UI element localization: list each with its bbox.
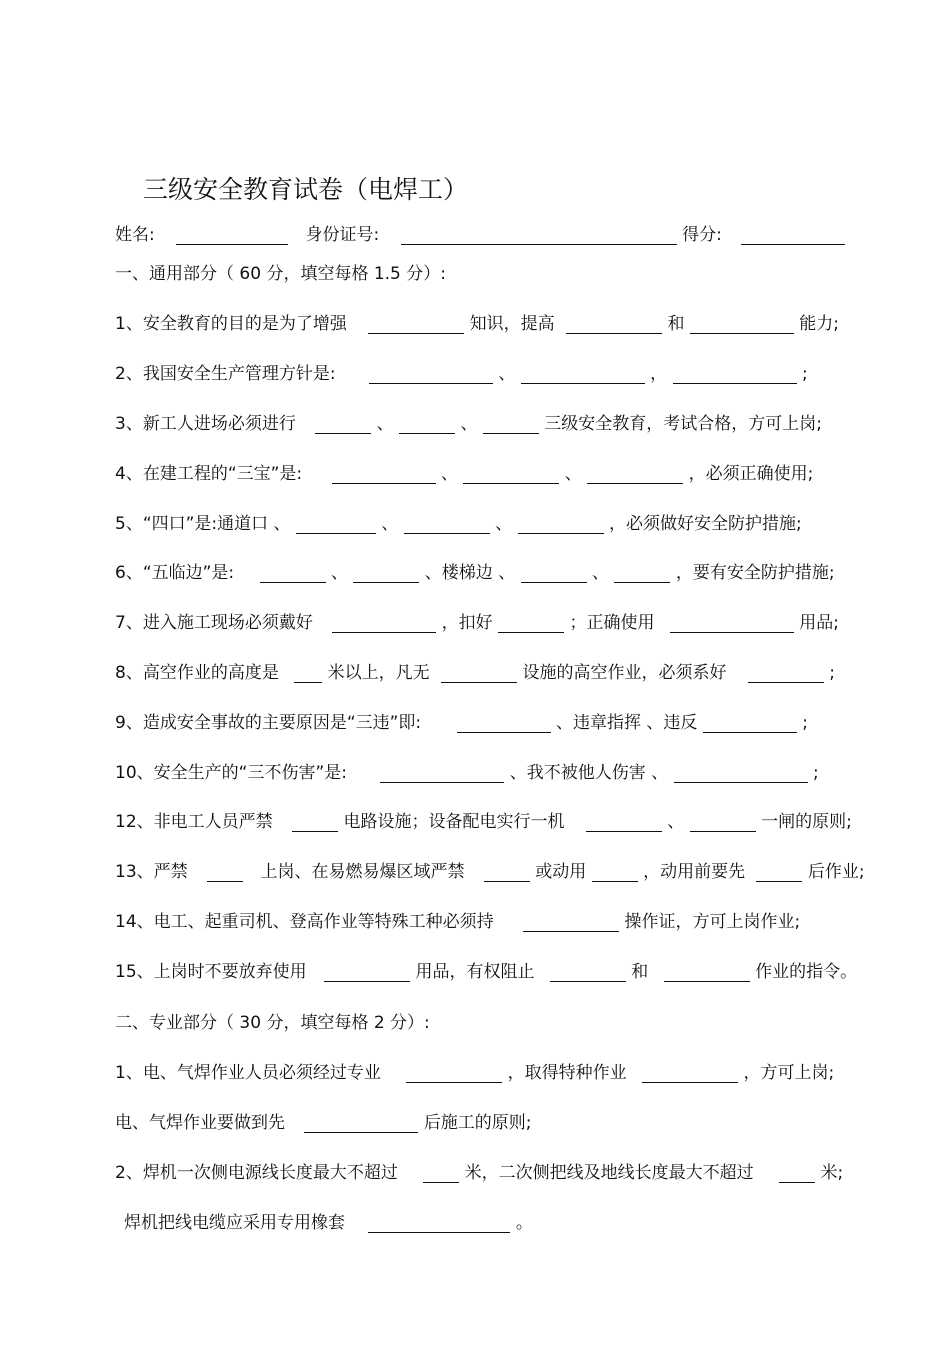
question-text: 作业的指令。 — [755, 962, 858, 982]
score-blank[interactable] — [741, 224, 845, 245]
question-text: 或动用 — [535, 862, 587, 882]
question-text: 、 — [564, 464, 582, 484]
question-text: 5、“四口”是:通道口 、 — [115, 514, 291, 534]
question-text: 用品; — [799, 613, 839, 633]
answer-blank[interactable] — [207, 861, 243, 882]
question-text: 一闸的原则; — [761, 812, 852, 832]
question-text: 米; — [820, 1163, 844, 1183]
answer-blank[interactable] — [592, 861, 638, 882]
answer-blank[interactable] — [674, 762, 808, 783]
section1-heading: 一、通用部分（ 60 分，填空每格 1.5 分）: — [115, 264, 447, 284]
question-text: 用品，有权阻止 — [415, 962, 535, 982]
question-text: 。 — [515, 1213, 533, 1233]
question-text: 设施的高空作业，必须系好 — [522, 663, 727, 683]
question-text: 13、严禁 — [115, 862, 188, 882]
answer-blank[interactable] — [260, 562, 326, 583]
question-text: 、 — [592, 563, 610, 583]
id-label: 身份证号: — [305, 225, 380, 245]
question-text: 3、新工人进场必须进行 — [115, 414, 296, 434]
id-number-blank[interactable] — [401, 224, 677, 245]
question-text: 、 — [460, 414, 478, 434]
answer-blank[interactable] — [521, 562, 587, 583]
question-text: 操作证，方可上岗作业; — [624, 912, 801, 932]
answer-blank[interactable] — [523, 911, 619, 932]
question-text: 知识，提高 — [469, 314, 555, 334]
answer-blank[interactable] — [423, 1162, 459, 1183]
question-text: 12、非电工人员严禁 — [115, 812, 273, 832]
question-text: ; — [801, 364, 808, 384]
question-text: 上岗、在易燃易爆区域严禁 — [260, 862, 465, 882]
answer-blank[interactable] — [369, 363, 493, 384]
answer-blank[interactable] — [748, 662, 824, 683]
question-text: 、 — [440, 464, 458, 484]
answer-blank[interactable] — [521, 363, 645, 384]
answer-blank[interactable] — [406, 1062, 502, 1083]
question-text: ，取得特种作业 — [507, 1063, 627, 1083]
answer-blank[interactable] — [566, 313, 662, 334]
answer-blank[interactable] — [484, 861, 530, 882]
answer-blank[interactable] — [457, 712, 551, 733]
question-text: 电路设施；设备配电实行一机 — [343, 812, 565, 832]
question-15 — [115, 959, 857, 985]
question-text: 1、安全教育的目的是为了增强 — [115, 314, 347, 334]
answer-blank[interactable] — [292, 811, 338, 832]
question-text: 和 — [631, 962, 649, 982]
question-text: 焊机把线电缆应采用专用橡套 — [124, 1213, 345, 1233]
answer-blank[interactable] — [518, 513, 604, 534]
answer-blank[interactable] — [690, 811, 756, 832]
question-text: 、我不被他人伤害 、 — [509, 763, 669, 783]
question-13 — [115, 859, 865, 885]
question-14 — [115, 909, 800, 935]
question-2 — [115, 361, 808, 387]
question-text: 8、高空作业的高度是 — [115, 663, 279, 683]
answer-blank[interactable] — [779, 1162, 815, 1183]
question-3 — [115, 411, 822, 437]
answer-blank[interactable] — [332, 463, 436, 484]
section2-question-1-continued — [115, 1110, 532, 1136]
name-blank[interactable] — [176, 224, 288, 245]
answer-blank[interactable] — [703, 712, 797, 733]
question-text: 、 — [498, 364, 516, 384]
answer-blank[interactable] — [368, 1212, 510, 1233]
question-text: 、 — [667, 812, 685, 832]
question-text: 、 — [495, 514, 513, 534]
question-text: 能力; — [799, 314, 839, 334]
question-text: 15、上岗时不要放弃使用 — [115, 962, 307, 982]
question-8 — [115, 660, 835, 686]
question-text: 7、进入施工现场必须戴好 — [115, 613, 313, 633]
answer-blank[interactable] — [498, 612, 564, 633]
answer-blank[interactable] — [441, 662, 517, 683]
question-text: ，必须正确使用; — [688, 464, 814, 484]
answer-blank[interactable] — [642, 1062, 738, 1083]
answer-blank[interactable] — [368, 313, 464, 334]
question-9 — [115, 710, 808, 736]
section2-question-1 — [115, 1060, 834, 1086]
answer-blank[interactable] — [294, 662, 322, 683]
question-text: 2、我国安全生产管理方针是: — [115, 364, 336, 384]
question-text: 6、“五临边”是: — [115, 563, 235, 583]
answer-blank[interactable] — [483, 413, 539, 434]
answer-blank[interactable] — [587, 463, 683, 484]
question-text: 三级安全教育，考试合格，方可上岗; — [544, 414, 822, 434]
question-text: 1、电、气焊作业人员必须经过专业 — [115, 1063, 381, 1083]
question-text: 米以上，凡无 — [327, 663, 430, 683]
question-5 — [115, 511, 802, 537]
question-text: ，动用前要先 — [643, 862, 746, 882]
answer-blank[interactable] — [315, 413, 371, 434]
answer-blank[interactable] — [332, 612, 436, 633]
question-text: ，扣好 — [441, 613, 493, 633]
question-text: 米，二次侧把线及地线长度最大不超过 — [464, 1163, 754, 1183]
question-4 — [115, 461, 813, 487]
answer-blank[interactable] — [404, 513, 490, 534]
question-12 — [115, 809, 852, 835]
question-10 — [115, 760, 819, 786]
answer-blank[interactable] — [296, 513, 376, 534]
answer-blank[interactable] — [614, 562, 670, 583]
question-text: 2、焊机一次侧电源线长度最大不超过 — [115, 1163, 398, 1183]
answer-blank[interactable] — [304, 1112, 418, 1133]
question-text: 9、造成安全事故的主要原因是“三违”即: — [115, 713, 422, 733]
question-text: 、违章指挥 、违反 — [555, 713, 698, 733]
question-text: ， — [650, 364, 668, 384]
answer-blank[interactable] — [690, 313, 794, 334]
candidate-info-line — [115, 222, 845, 248]
question-text: 、 — [381, 514, 399, 534]
question-7 — [115, 610, 839, 636]
question-text: ，要有安全防护措施; — [675, 563, 835, 583]
answer-blank[interactable] — [399, 413, 455, 434]
section2-question-2 — [115, 1160, 843, 1186]
answer-blank[interactable] — [380, 762, 504, 783]
exam-title: 三级安全教育试卷（电焊工） — [143, 175, 469, 204]
question-text: 后作业; — [807, 862, 865, 882]
question-text: 14、电工、起重司机、登高作业等特殊工种必须持 — [115, 912, 494, 932]
question-text: ; — [829, 663, 835, 683]
question-text: 、 — [376, 414, 394, 434]
question-text: 4、在建工程的“三宝”是: — [115, 464, 303, 484]
question-text: 和 — [667, 314, 685, 334]
question-6 — [115, 560, 835, 586]
answer-blank[interactable] — [550, 961, 626, 982]
score-label: 得分: — [682, 225, 722, 245]
question-text: 后施工的原则; — [423, 1113, 532, 1133]
question-1 — [115, 311, 839, 337]
question-text: ; — [813, 763, 819, 783]
answer-blank[interactable] — [673, 363, 797, 384]
question-text: 、 — [330, 563, 348, 583]
answer-blank[interactable] — [664, 961, 750, 982]
answer-blank[interactable] — [756, 861, 802, 882]
question-text: ，方可上岗; — [743, 1063, 835, 1083]
question-text: ，必须做好安全防护措施; — [609, 514, 802, 534]
question-text: ; — [802, 713, 808, 733]
answer-blank[interactable] — [324, 961, 410, 982]
answer-blank[interactable] — [353, 562, 419, 583]
name-label: 姓名: — [115, 225, 155, 245]
question-text: 、楼梯边 、 — [424, 563, 516, 583]
answer-blank[interactable] — [463, 463, 559, 484]
question-text: 电、气焊作业要做到先 — [115, 1113, 285, 1133]
answer-blank[interactable] — [670, 612, 794, 633]
section2-question-2-continued — [124, 1210, 533, 1236]
question-text: 10、安全生产的“三不伤害”是: — [115, 763, 347, 783]
answer-blank[interactable] — [586, 811, 662, 832]
section2-heading: 二、专业部分（ 30 分，填空每格 2 分）: — [115, 1013, 430, 1033]
question-text: ；正确使用 — [569, 613, 655, 633]
